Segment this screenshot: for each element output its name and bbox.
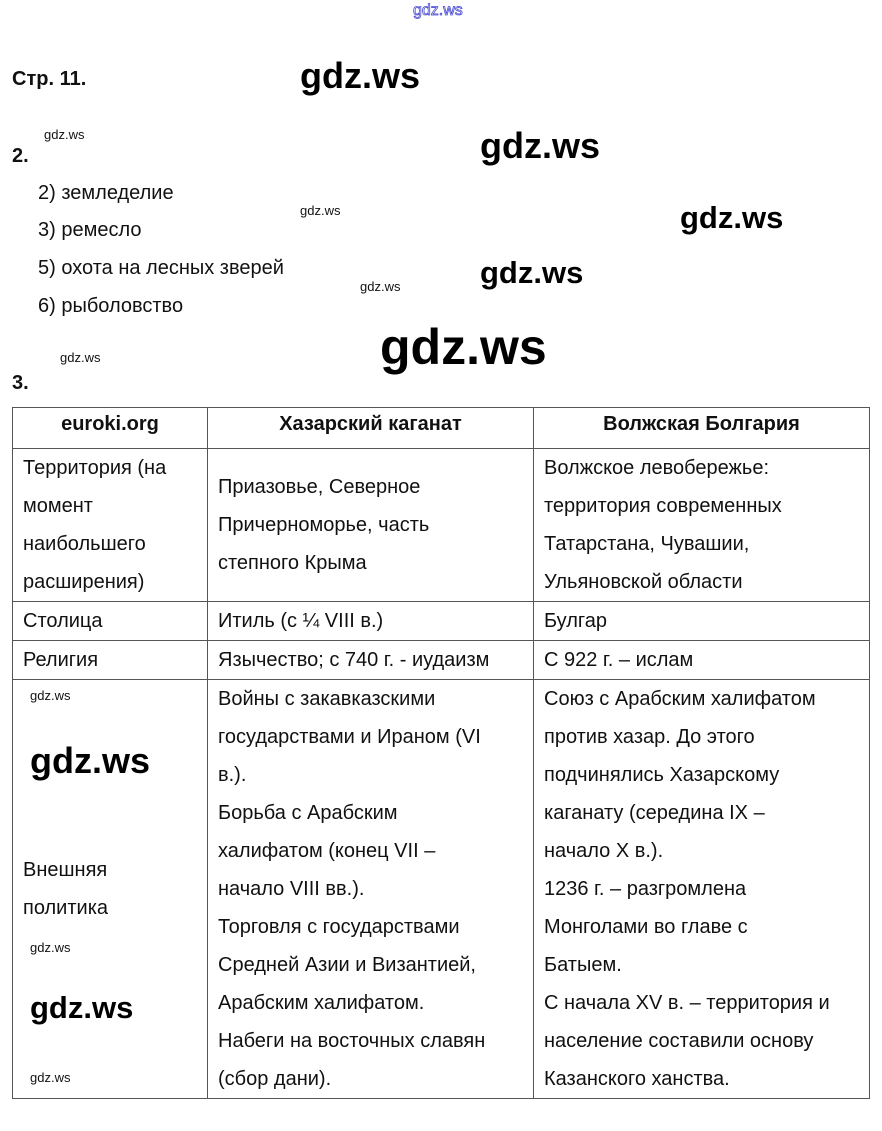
- cell-line: начало VIII вв.).: [218, 878, 365, 900]
- table-header-row: [13, 408, 870, 449]
- cell-line: Борьба с Арабским: [218, 802, 398, 824]
- cell-line: Ульяновской области: [544, 571, 743, 593]
- watermark-medium: gdz.ws: [30, 990, 134, 1025]
- cell-line: 1236 г. – разгромлена: [544, 878, 747, 900]
- khazar-cell: Язычество; с 740 г. - иудаизм: [208, 641, 534, 680]
- watermark-small: gdz.ws: [30, 688, 71, 703]
- watermark-small: gdz.ws: [30, 940, 71, 955]
- task-2-item: 2) земледелие: [38, 182, 174, 204]
- row-label: [13, 449, 208, 602]
- task-2-item: 5) охота на лесных зверей: [38, 257, 284, 279]
- bulgaria-cell: [534, 449, 870, 602]
- cell-line: Внешняя: [23, 859, 108, 881]
- cell-line: население составили основу: [544, 1030, 814, 1052]
- watermark-small: gdz.ws: [44, 127, 85, 142]
- cell-line: степного Крыма: [218, 552, 367, 574]
- watermark-medium: gdz.ws: [480, 125, 601, 166]
- watermark-large: gdz.ws: [380, 319, 547, 375]
- table-row: [13, 602, 870, 641]
- cell-line: момент: [23, 495, 93, 517]
- cell-line: Волжское левобережье:: [544, 457, 770, 479]
- cell-line: Войны с закавказскими: [218, 688, 436, 710]
- task-3-number: 3.: [12, 372, 29, 394]
- bulgaria-cell: [534, 680, 870, 1099]
- cell-line: Средней Азии и Византией,: [218, 954, 476, 976]
- row-label: Столица: [13, 602, 208, 641]
- table-row: [13, 641, 870, 680]
- khazar-cell: [208, 680, 534, 1099]
- cell-line: Монголами во главе с: [544, 916, 748, 938]
- khazar-cell: Итиль (с ¼ VIII в.): [208, 602, 534, 641]
- watermark-small: gdz.ws: [60, 350, 101, 365]
- header-cell: Хазарский каганат: [208, 408, 534, 449]
- cell-line: государствами и Ираном (VI: [218, 726, 481, 748]
- cell-line: против хазар. До этого: [544, 726, 755, 748]
- cell-line: начало X в.).: [544, 840, 664, 862]
- cell-line: каганату (середина IX –: [544, 802, 765, 824]
- top-watermark: gdz.ws: [413, 2, 463, 19]
- bulgaria-cell: С 922 г. – ислам: [534, 641, 870, 680]
- row-label: Религия: [13, 641, 208, 680]
- table-row: [13, 449, 870, 602]
- watermark-medium: gdz.ws: [30, 740, 151, 781]
- cell-line: халифатом (конец VII –: [218, 840, 436, 862]
- cell-line: (сбор дани).: [218, 1068, 332, 1090]
- header-cell: euroki.org: [13, 408, 208, 449]
- cell-line: Арабским халифатом.: [218, 992, 425, 1014]
- cell-line: в.).: [218, 764, 247, 786]
- cell-line: наибольшего: [23, 533, 146, 555]
- header-cell: Волжская Болгария: [534, 408, 870, 449]
- watermark-medium: gdz.ws: [480, 255, 584, 290]
- cell-line: Набеги на восточных славян: [218, 1030, 486, 1052]
- watermark-small: gdz.ws: [300, 203, 341, 218]
- watermark-small: gdz.ws: [30, 1070, 71, 1085]
- bulgaria-cell: Булгар: [534, 602, 870, 641]
- cell-line: территория современных: [544, 495, 782, 517]
- watermark-small: gdz.ws: [360, 279, 401, 294]
- cell-line: Татарстана, Чувашии,: [544, 533, 750, 555]
- task-2-item: 6) рыболовство: [38, 295, 184, 317]
- task-2-item: 3) ремесло: [38, 219, 142, 241]
- cell-line: подчинялись Хазарскому: [544, 764, 780, 786]
- cell-line: Территория (на: [23, 457, 167, 479]
- page-heading: Стр. 11.: [12, 68, 87, 90]
- cell-line: Союз с Арабским халифатом: [544, 688, 816, 710]
- task-2-number: 2.: [12, 145, 29, 167]
- cell-line: С начала XV в. – территория и: [544, 992, 830, 1014]
- cell-line: Казанского ханства.: [544, 1068, 730, 1090]
- watermark-medium: gdz.ws: [300, 55, 421, 96]
- cell-line: расширения): [23, 571, 145, 593]
- khazar-cell: [208, 449, 534, 602]
- cell-line: политика: [23, 897, 108, 919]
- watermark-medium: gdz.ws: [680, 200, 784, 235]
- cell-line: Причерноморье, часть: [218, 514, 430, 536]
- cell-line: Торговля с государствами: [218, 916, 460, 938]
- cell-line: Батыем.: [544, 954, 622, 976]
- cell-line: Приазовье, Северное: [218, 476, 421, 498]
